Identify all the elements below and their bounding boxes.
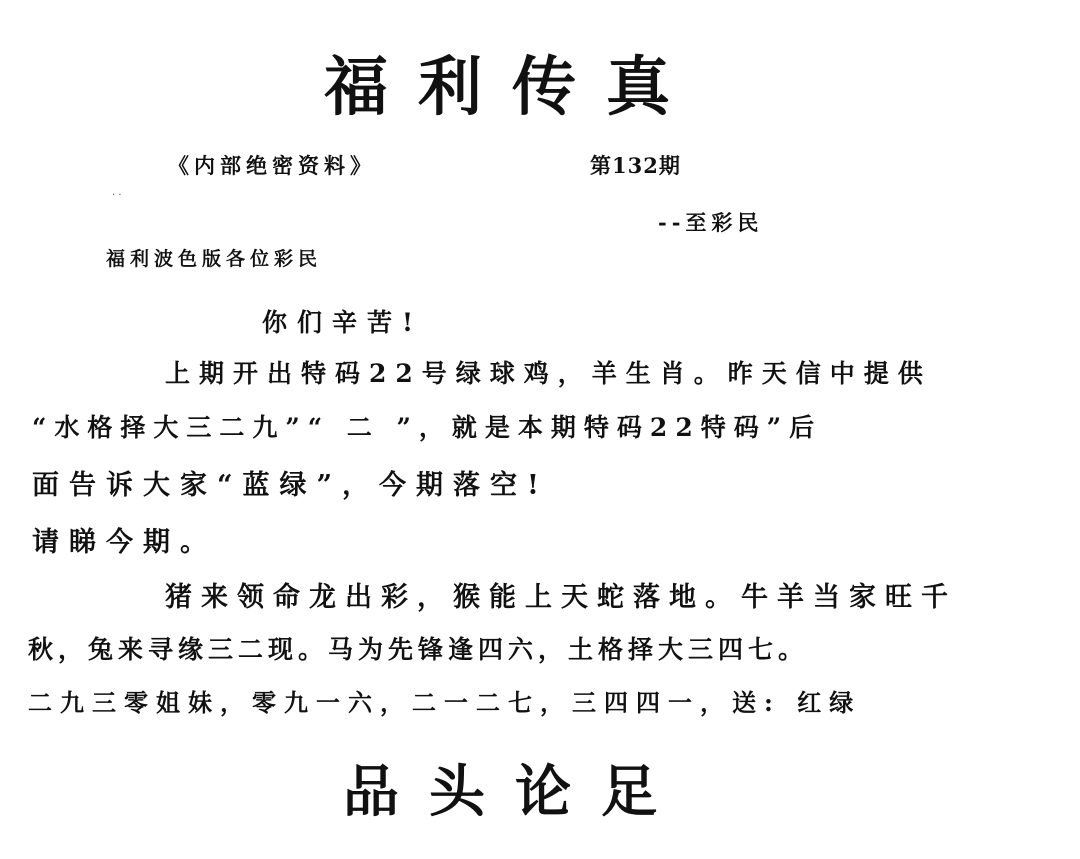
body-line-3: 面告诉大家“蓝绿”，今期落空!	[32, 470, 549, 501]
source-label: 《内部绝密资料》	[168, 153, 376, 178]
document-title: 福利传真	[324, 51, 700, 125]
stray-dots: · ·	[112, 190, 122, 201]
sender-line: --至彩民	[658, 210, 764, 235]
salutation: 你们辛苦!	[262, 308, 423, 337]
body-line-6: 秋，兔来寻缘三二现。马为先锋逢四六，土格择大三四七。	[28, 635, 809, 664]
recipient-line: 福利波色版各位彩民	[106, 248, 323, 270]
issue-number: 第132期	[590, 153, 681, 178]
body-line-5: 猪来领命龙出彩，猴能上天蛇落地。牛羊当家旺千	[165, 582, 957, 613]
body-line-4: 请睇今期。	[32, 527, 217, 558]
body-line-1: 上期开出特码22号绿球鸡，羊生肖。昨天信中提供	[165, 359, 932, 388]
body-line-2: “水格择大三二九”“ 二 ”，就是本期特码22特码”后	[32, 413, 823, 442]
footer-heading: 品头论足	[343, 760, 687, 825]
body-line-7: 二九三零姐妹，零九一六，二一二七，三四四一，送: 红绿	[28, 688, 862, 717]
